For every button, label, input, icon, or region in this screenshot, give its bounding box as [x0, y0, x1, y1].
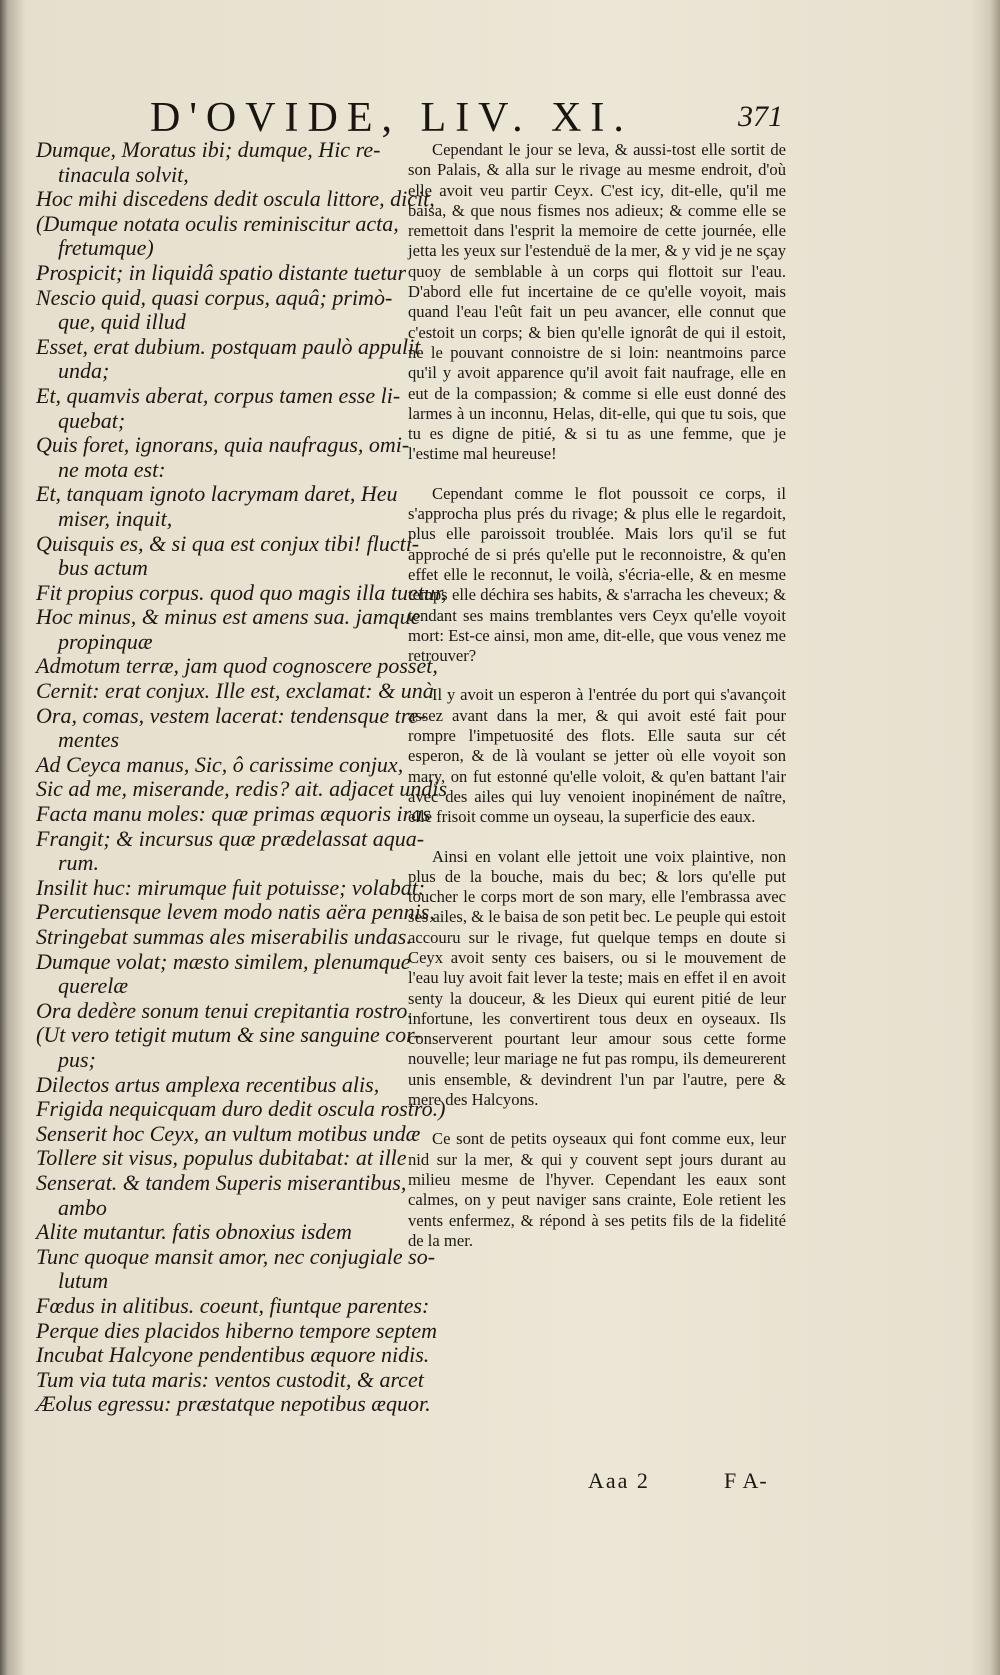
- latin-verse-line: bus actum: [58, 555, 148, 581]
- latin-verse-line: Frangit; & incursus quæ prædelassat aqua-: [36, 825, 425, 851]
- latin-verse-line: Perque dies placidos hiberno tempore septem: [36, 1317, 438, 1343]
- latin-verse-line: quebat;: [58, 407, 126, 433]
- latin-verse-line: Tollere sit visus, populus dubitabat: at ille: [36, 1145, 407, 1171]
- latin-verse-line: Percutiensque levem modo natis aëra pennis,: [36, 899, 435, 925]
- latin-verse-line: ne mota est:: [58, 456, 166, 482]
- page-number: 371: [738, 100, 783, 133]
- latin-verse-line: Tunc quoque mansit amor, nec conjugiale so-: [36, 1243, 436, 1269]
- latin-verse-line: Sic ad me, miserande, redis? ait. adjacet undis: [36, 776, 448, 802]
- latin-verse-line: propinquæ: [58, 628, 153, 654]
- latin-verse-line: Ora, comas, vestem lacerat: tendensque tre-: [36, 702, 426, 728]
- catchword: F A-: [724, 1468, 768, 1493]
- latin-verse-line: querelæ: [58, 973, 129, 999]
- french-prose-column: [408, 140, 786, 1270]
- french-paragraph: Ce sont de petits oyseaux qui font comme eux, leur nid sur la mer, & qui y couvent sept jours durant au milieu mesme de l'hyver. Cependant les eaux sont calmes, on y peut naviger sans crainte, Eole retient les vents enfermez, & répond à ses petits fils de la fidelité de la mer.: [408, 1129, 786, 1250]
- latin-verse-line: Et, tanquam ignoto lacrymam daret, Heu: [36, 481, 398, 507]
- french-paragraph: Ainsi en volant elle jettoit une voix plaintive, non plus de la bouche, mais du bec; & lors qu'elle put toucher le corps mort de son mary, elle l'embrassa avec ses ailes, & le baisa de son petit bec. Le peuple qui estoit accouru sur le rivage, fut quelque temps en doute si Ceyx avoit senty ces baisers, ou si le mouvement de l'eau luy avoit fait lever la teste; mais en effet il en avoit senty la douceur, & les Dieux qui eurent pitié de leur infortune, les convertirent tous deux en oyseaux. Ils conserverent pourtant leur amour sous cette forme nouvelle; leur mariage ne fut pas rompu, ils demeurerent unis ensemble, & devindrent l'un par l'autre, pere & mere des Halcyons.: [408, 846, 786, 1110]
- french-paragraph: Il y avoit un esperon à l'entrée du port qui s'avançoit assez avant dans la mer, & qui avoit esté fait pour rompre l'impetuosité des flots. Elle sauta sur cét esperon, & de là voulant se jetter où elle voyoit son mary, on fut estonné qu'elle voloit, & qu'en battant l'air avec des ailes qui luy venoient inopinément de naître, elle frisoit comme un oyseau, la superficie des eaux.: [408, 685, 786, 827]
- latin-verse-line: que, quid illud: [58, 309, 186, 335]
- running-head: D'OVIDE, LIV. XI.: [150, 95, 633, 141]
- latin-verse-line: Stringebat summas ales miserabilis undas.: [36, 924, 412, 949]
- latin-verse-line: (Dumque notata oculis reminiscitur acta,: [36, 210, 399, 236]
- latin-verse-line: (Ut vero tetigit mutum & sine sanguine cor-: [36, 1022, 422, 1048]
- latin-verse-line: Hoc mihi discedens dedit oscula littore, dicit,: [36, 186, 435, 212]
- latin-verse-line: tinacula solvit,: [58, 161, 189, 187]
- latin-verse-line: Esset, erat dubium. postquam paulò appulit: [36, 333, 421, 359]
- latin-verse-line: Æolus egressu: præstatque nepotibus æquor.: [36, 1391, 431, 1417]
- latin-verse-line: Admotum terræ, jam quod cognoscere posset,: [36, 653, 438, 679]
- latin-verse-line: Alite mutantur. fatis obnoxius isdem: [36, 1219, 352, 1245]
- latin-verse-line: Cernit: erat conjux. Ille est, exclamat: & unà: [36, 678, 434, 704]
- latin-verse-line: rum.: [58, 850, 99, 876]
- latin-verse-line: Ora dedère sonum tenui crepitantia rostro.: [36, 997, 413, 1023]
- latin-verse-line: Fœdus in alitibus. coeunt, fiuntque parentes:: [36, 1292, 430, 1318]
- latin-verse-line: miser, inquit,: [58, 505, 173, 531]
- latin-verse-line: Incubat Halcyone pendentibus æquore nidis.: [36, 1342, 430, 1368]
- latin-verse-line: Senserit hoc Ceyx, an vultum motibus undæ: [36, 1120, 421, 1146]
- latin-verse-line: Frigida nequicquam duro dedit oscula rostro.): [36, 1096, 446, 1122]
- latin-verse-line: Quisquis es, & si qua est conjux tibi! flucti-: [36, 530, 420, 556]
- latin-verse-line: unda;: [58, 358, 110, 384]
- latin-verse-line: Dumque, Moratus ibi; dumque, Hic re-: [36, 137, 381, 162]
- latin-verse-line: Senserat. & tandem Superis miserantibus,: [36, 1169, 407, 1195]
- latin-verse-line: Tum via tuta maris: ventos custodit, & arcet: [36, 1366, 424, 1392]
- latin-verse-line: Nescio quid, quasi corpus, aquâ; primò-: [36, 284, 393, 310]
- latin-verse-line: Hoc minus, & minus est amens sua. jamque: [36, 604, 421, 630]
- latin-verse-line: lutum: [58, 1268, 109, 1294]
- latin-verse-line: Fit propius corpus. quod quo magis illa tuetur,: [36, 579, 447, 605]
- latin-verse-line: fretumque): [58, 235, 154, 261]
- latin-verse-line: Ad Ceyca manus, Sic, ô carissime conjux,: [36, 751, 404, 777]
- french-paragraph: Cependant le jour se leva, & aussi-tost elle sortit de son Palais, & alla sur le rivage au mesme endroit, d'où elle avoit veu partir Ceyx. C'est icy, dit-elle, qu'il me baisa, & que nous fismes nos adieux; & comme elle se remettoit dans l'esprit la memoire de cette journée, elle jetta les yeux sur l'estenduë de la mer, & y vid je ne sçay quoy de semblable à un corps qui flottoit sur l'eau. D'abord elle fut incertaine de ce qu'elle voyoit, mais quand l'eau l'eût fait un peu avancer, elle connut que c'estoit un corps; & bien qu'elle ignorât de qui il estoit, ne le pouvant connoistre de si loin: neantmoins parce qu'il y avoit apparence qu'il avoit fait naufrage, elle en eut de la compassion; & comme si elle eust donné des larmes à un inconnu, Helas, dit-elle, qui que tu sois, que tu es digne de pitié, & si tu as une femme, que je l'estime mal heureuse!: [408, 140, 786, 464]
- latin-verse-line: pus;: [58, 1046, 96, 1072]
- latin-verse-line: Insilit huc: mirumque fuit potuisse; volabat:: [36, 874, 426, 900]
- latin-verse-line: Et, quamvis aberat, corpus tamen esse li-: [36, 382, 401, 408]
- latin-verse-line: Facta manu moles: quæ primas æquoris iras: [36, 801, 431, 827]
- latin-verse-column: [36, 137, 448, 1417]
- latin-verse-line: Dumque volat; mæsto similem, plenumque: [36, 948, 411, 974]
- latin-verse-line: ambo: [58, 1194, 107, 1220]
- latin-verse-line: Prospicit; in liquidâ spatio distante tuetur: [36, 259, 407, 285]
- latin-verse-line: Quis foret, ignorans, quia naufragus, omi-: [36, 432, 410, 458]
- latin-verse-line: Dilectos artus amplexa recentibus alis,: [36, 1071, 380, 1097]
- latin-verse-line: mentes: [58, 727, 120, 753]
- french-paragraph: Cependant comme le flot poussoit ce corps, il s'approcha plus prés du rivage; & plus elle le regardoit, plus elle paroissoit troublée. Mais lors qu'il se fut approché de si prés qu'elle put le reconnoistre, & qu'en effet elle le reconnut, le voilà, s'écria-elle, & en mesme temps elle déchira ses habits, & s'arracha les cheveux; & tendant ses mains tremblantes vers Ceyx qu'elle voyoit mort: Est-ce ainsi, mon ame, dit-elle, que vous venez me retrouver?: [408, 483, 786, 666]
- signature-mark: Aaa 2: [588, 1468, 650, 1493]
